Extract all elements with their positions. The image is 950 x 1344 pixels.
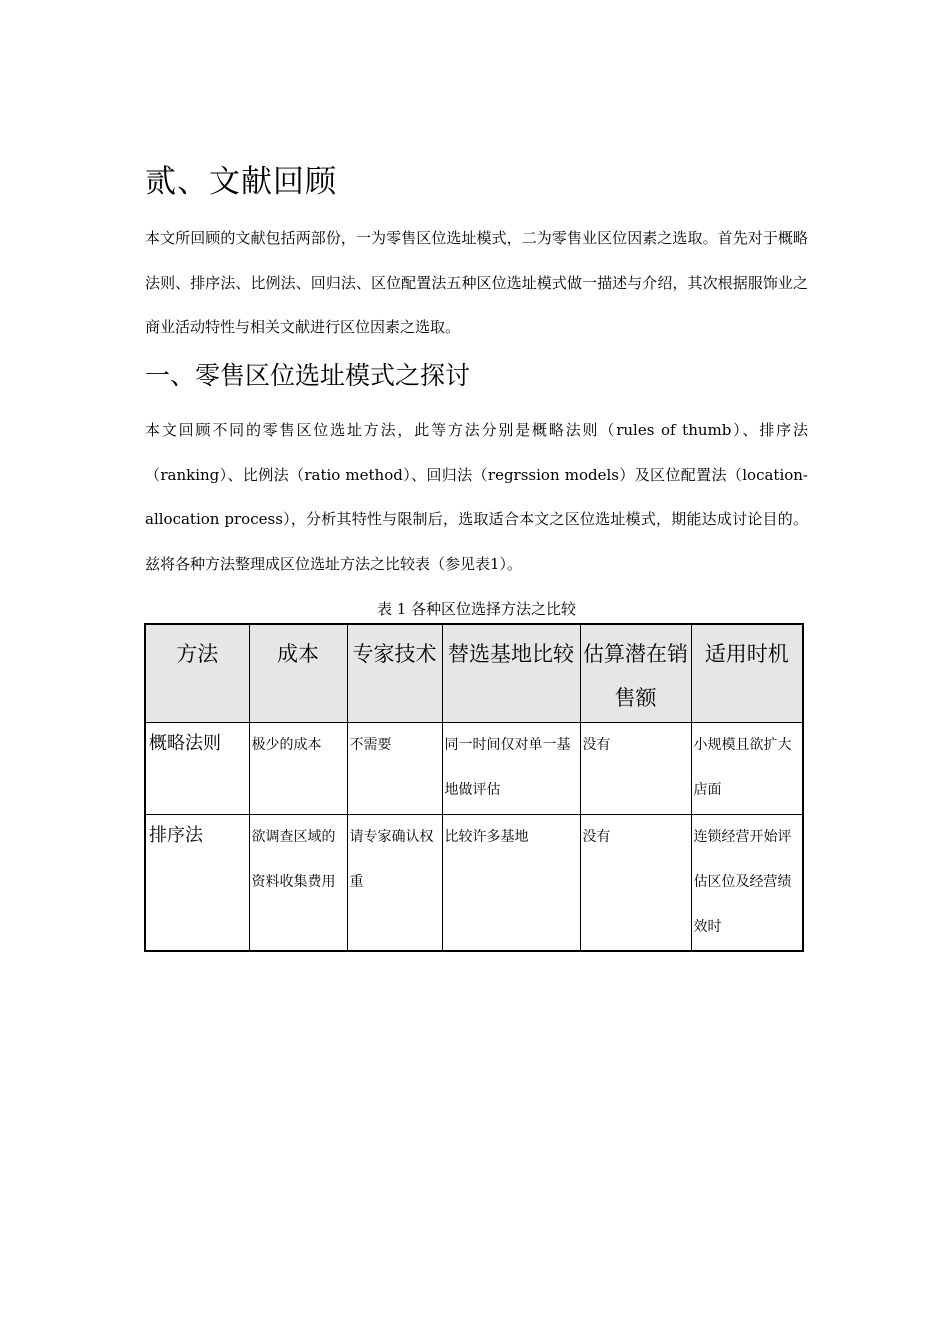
cell-sales-estimate: 没有 [580,723,691,815]
cell-timing: 连锁经营开始评估区位及经营绩效时 [691,815,803,952]
table-caption: 表 1 各种区位选择方法之比较 [376,600,577,618]
header-expertise: 专家技术 [347,624,442,723]
header-timing: 适用时机 [691,624,803,723]
cell-sales-estimate: 没有 [580,815,691,952]
header-cost: 成本 [249,624,347,723]
section-title: 贰、文献回顾 [145,164,337,200]
intro-paragraph: 本文所回顾的文献包括两部份，一为零售区位选址模式，二为零售业区位因素之选取。首先对于概略法则、排序法、比例法、回归法、区位配置法五种区位选址模式做一描述与介绍，其次根据服饰业之商业活动特性与相关文献进行区位因素之选取。 [145,229,808,336]
cell-method: 排序法 [145,815,249,952]
methods-paragraph: 本文回顾不同的零售区位选址方法，此等方法分别是概略法则（rules of thumb）、排序法（ranking）、比例法（ratio method）、回归法（regrssion models）及区位配置法（location-allocation process），分析其特性与限制后，选取适合本文之区位选址模式，期能达成讨论目的。兹将各种方法整理成区位选址方法之比较表（参见表1）。 [145,421,808,573]
cell-cost: 欲调查区域的资料收集费用 [249,815,347,952]
cell-expertise: 请专家确认权重 [347,815,442,952]
cell-method: 概略法则 [145,723,249,815]
comparison-table [144,623,804,952]
header-site-comparison: 替选基地比较 [442,624,580,723]
cell-cost: 极少的成本 [249,723,347,815]
cell-expertise: 不需要 [347,723,442,815]
header-sales-estimate: 估算潜在销售额 [580,624,691,723]
table-row [145,723,803,815]
cell-site-comparison: 同一时间仅对单一基地做评估 [442,723,580,815]
header-method: 方法 [145,624,249,723]
table-row [145,815,803,952]
cell-site-comparison: 比较许多基地 [442,815,580,952]
table-header-row [145,624,803,723]
subsection-title: 一、零售区位选址模式之探讨 [145,361,471,390]
cell-timing: 小规模且欲扩大店面 [691,723,803,815]
